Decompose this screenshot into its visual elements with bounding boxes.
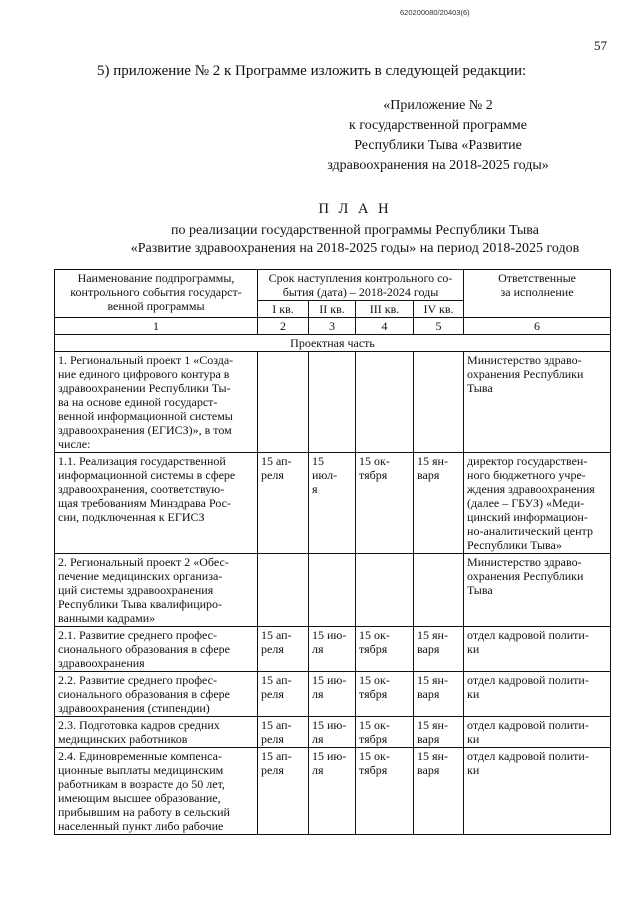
header-name-cell: Наименование подпрограммы, контрольного события государст- венной программы bbox=[55, 270, 258, 318]
column-number-cell: 6 bbox=[464, 318, 611, 335]
table-row bbox=[55, 453, 611, 554]
table-row bbox=[55, 717, 611, 748]
column-number-cell: 3 bbox=[309, 318, 356, 335]
appendix-line: к государственной программе bbox=[349, 118, 527, 133]
table-row bbox=[55, 672, 611, 717]
quarter-1-cell: 15 ап- реля bbox=[258, 453, 309, 554]
plan-subtitle bbox=[0, 222, 640, 258]
quarter-1-cell: 15 ап- реля bbox=[258, 748, 309, 835]
table-row bbox=[55, 554, 611, 627]
header-responsible-cell: Ответственные за исполнение bbox=[464, 270, 611, 318]
table-column-number-row bbox=[55, 318, 611, 335]
appendix-line: «Приложение № 2 bbox=[383, 98, 493, 113]
header-term-cell: Срок наступления контрольного со- бытия (дата) – 2018-2024 годы bbox=[258, 270, 464, 301]
event-name-cell: 2. Региональный проект 2 «Обес- печение медицинских организа- ций системы здравоохранения Республики Тыва квалифициро- ванными кадрами» bbox=[55, 554, 258, 627]
intro-line: 5) приложение № 2 к Программе изложить в следующей редакции: bbox=[97, 63, 527, 79]
quarter-4-cell: 15 ян- варя bbox=[414, 627, 464, 672]
quarter-header-cell: IV кв. bbox=[414, 301, 464, 318]
quarter-2-cell: 15 ию- ля bbox=[309, 627, 356, 672]
quarter-4-cell: 15 ян- варя bbox=[414, 672, 464, 717]
appendix-block bbox=[288, 96, 588, 176]
responsible-cell: отдел кадровой полити- ки bbox=[464, 627, 611, 672]
quarter-3-cell: 15 ок- тября bbox=[356, 717, 414, 748]
table-row bbox=[55, 627, 611, 672]
appendix-line: здравоохранения на 2018-2025 годы» bbox=[327, 158, 549, 173]
event-name-cell: 1.1. Реализация государственной информационной системы в сфере здравоохранения, соответствую- щая требованиям Минздрава Рос- сии, подключенная к ЕГИСЗ bbox=[55, 453, 258, 554]
section-label: Проектная часть bbox=[55, 335, 611, 352]
quarter-header-cell: I кв. bbox=[258, 301, 309, 318]
column-number-cell: 1 bbox=[55, 318, 258, 335]
quarter-3-cell: 15 ок- тября bbox=[356, 453, 414, 554]
table-header-row bbox=[55, 270, 611, 301]
quarter-header-cell: II кв. bbox=[309, 301, 356, 318]
quarter-4-cell: 15 ян- варя bbox=[414, 717, 464, 748]
responsible-cell: Министерство здраво- охранения Республики Тыва bbox=[464, 352, 611, 453]
responsible-cell: отдел кадровой полити- ки bbox=[464, 748, 611, 835]
column-number-cell: 2 bbox=[258, 318, 309, 335]
column-number-cell: 5 bbox=[414, 318, 464, 335]
quarter-2-cell bbox=[309, 554, 356, 627]
plan-subtitle-line: «Развитие здравоохранения на 2018-2025 годы» на период 2018-2025 годов bbox=[130, 241, 580, 256]
plan-title: П Л А Н bbox=[318, 201, 392, 217]
quarter-2-cell: 15 ию- ля bbox=[309, 717, 356, 748]
quarter-2-cell: 15 ию- ля bbox=[309, 672, 356, 717]
quarter-3-cell bbox=[356, 554, 414, 627]
responsible-cell: директор государствен- ного бюджетного учре- ждения здравоохранения (далее – ГБУЗ) «Меди- цинский информацион- но-аналитический центр Республики Тыва» bbox=[464, 453, 611, 554]
appendix-line: Республики Тыва «Развитие bbox=[354, 138, 522, 153]
event-name-cell: 1. Региональный проект 1 «Созда- ние единого цифрового контура в здравоохранении Республики Ты- ва на основе единой государст- венной информационной системы здравоохранения (ЕГИСЗ)», в том числе: bbox=[55, 352, 258, 453]
quarter-1-cell: 15 ап- реля bbox=[258, 627, 309, 672]
table-row bbox=[55, 748, 611, 835]
quarter-3-cell: 15 ок- тября bbox=[356, 672, 414, 717]
table-section-row bbox=[55, 335, 611, 352]
document-stamp: 620200080/20403(6) bbox=[400, 8, 470, 17]
quarter-1-cell bbox=[258, 352, 309, 453]
table-body bbox=[55, 352, 611, 835]
column-number-cell: 4 bbox=[356, 318, 414, 335]
page-number: 57 bbox=[594, 38, 607, 53]
event-name-cell: 2.1. Развитие среднего профес- сионального образования в сфере здравоохранения bbox=[55, 627, 258, 672]
responsible-cell: Министерство здраво- охранения Республики Тыва bbox=[464, 554, 611, 627]
responsible-cell: отдел кадровой полити- ки bbox=[464, 717, 611, 748]
table-row bbox=[55, 352, 611, 453]
quarter-1-cell: 15 ап- реля bbox=[258, 672, 309, 717]
quarter-4-cell bbox=[414, 352, 464, 453]
responsible-cell: отдел кадровой полити- ки bbox=[464, 672, 611, 717]
quarter-4-cell: 15 ян- варя bbox=[414, 748, 464, 835]
plan-table bbox=[54, 269, 611, 835]
quarter-4-cell: 15 ян- варя bbox=[414, 453, 464, 554]
plan-subtitle-line: по реализации государственной программы Республики Тыва bbox=[171, 223, 539, 238]
quarter-4-cell bbox=[414, 554, 464, 627]
quarter-1-cell: 15 ап- реля bbox=[258, 717, 309, 748]
quarter-3-cell bbox=[356, 352, 414, 453]
quarter-2-cell: 15 июл- я bbox=[309, 453, 356, 554]
quarter-2-cell bbox=[309, 352, 356, 453]
quarter-2-cell: 15 ию- ля bbox=[309, 748, 356, 835]
event-name-cell: 2.4. Единовременные компенса- ционные выплаты медицинским работникам в возрасте до 50 лет, имеющим высшее образование, прибывшим на работу в сельский населенный пункт либо рабочие bbox=[55, 748, 258, 835]
quarter-header-cell: III кв. bbox=[356, 301, 414, 318]
quarter-3-cell: 15 ок- тября bbox=[356, 748, 414, 835]
quarter-3-cell: 15 ок- тября bbox=[356, 627, 414, 672]
quarter-1-cell bbox=[258, 554, 309, 627]
event-name-cell: 2.2. Развитие среднего профес- сионального образования в сфере здравоохранения (стипендии) bbox=[55, 672, 258, 717]
event-name-cell: 2.3. Подготовка кадров средних медицинских работников bbox=[55, 717, 258, 748]
